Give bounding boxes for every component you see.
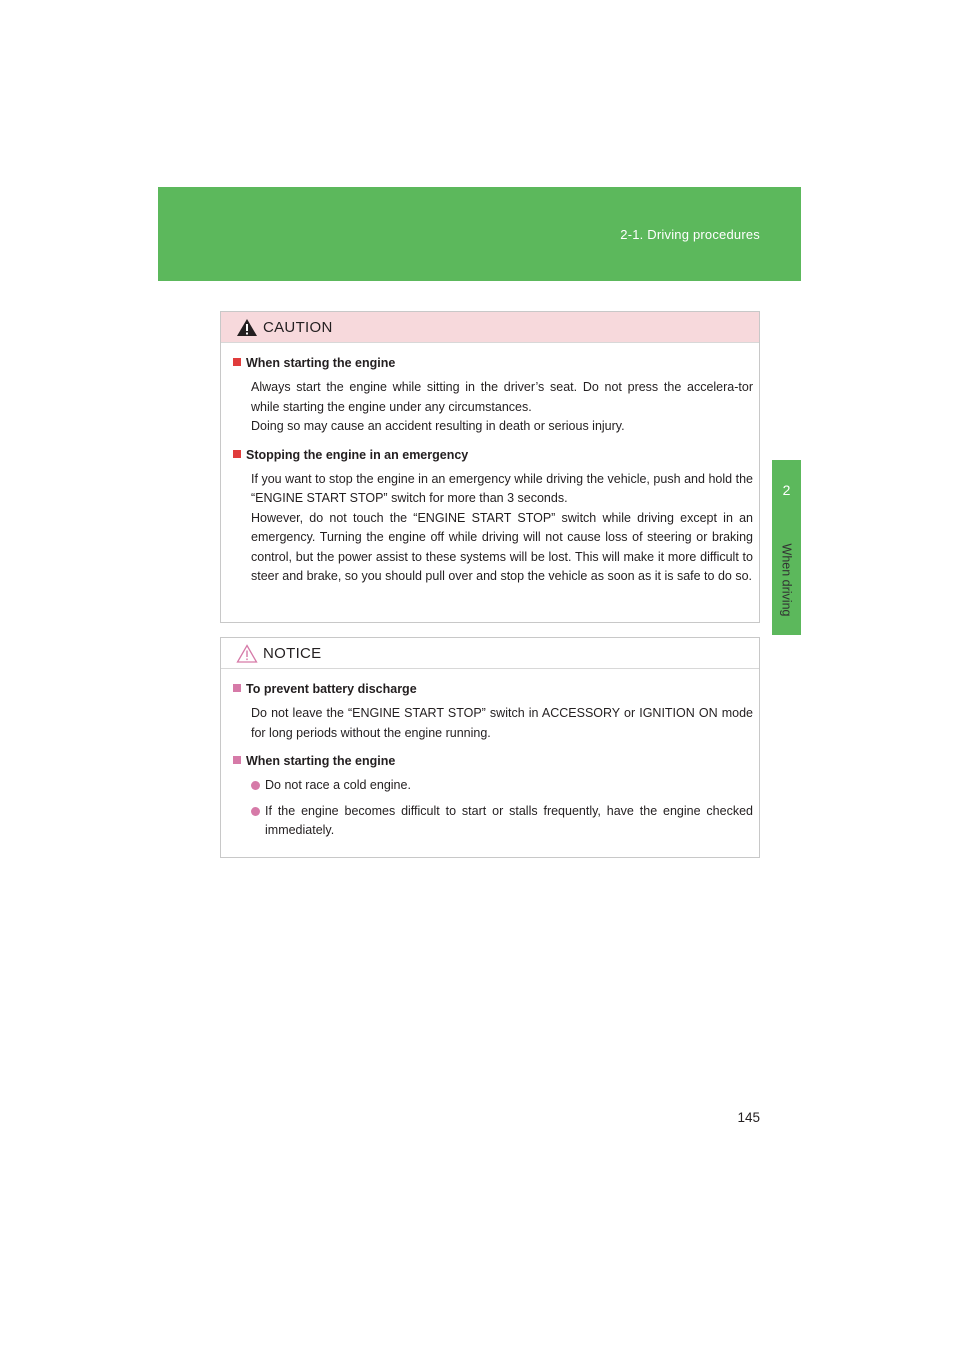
- warning-triangle-filled-icon: [236, 318, 258, 337]
- warning-triangle-outline-icon: [236, 644, 258, 663]
- notice-box: [220, 637, 760, 858]
- square-bullet-icon: [233, 358, 241, 366]
- chapter-number: 2: [782, 482, 791, 498]
- notice-section-heading: When starting the engine: [233, 753, 753, 770]
- caution-paragraph: Always start the engine while sitting in the driver’s seat. Do not press the accelera-tor while starting the engine under any circumstances. Doing so may cause an accident resulting in death or serious injury.: [251, 380, 753, 433]
- caution-box: [220, 311, 760, 623]
- notice-header: [221, 638, 759, 669]
- list-item: Do not race a cold engine.: [251, 776, 753, 796]
- caution-paragraph: If you want to stop the engine in an emergency while driving the vehicle, push and hold the “ENGINE START STOP” switch for more than 3 seconds. However, do not touch the “ENGINE START STOP” switch while driving except in an emergency. Turning the engine off while driving will not cause loss of steering or braking control, but the power assist to these systems will be lost. This will make it more difficult to steer and brake, so you should pull over and stop the vehicle as soon as it is safe to do so.: [251, 471, 753, 583]
- caution-section-heading: When starting the engine: [233, 355, 753, 372]
- round-bullet-icon: [251, 781, 260, 790]
- page-number: 145: [737, 1110, 760, 1125]
- chapter-label: [772, 530, 801, 630]
- header-band: [158, 187, 801, 281]
- notice-title: NOTICE: [263, 645, 322, 662]
- caution-header: [221, 312, 759, 343]
- caution-section-heading: Stopping the engine in an emergency: [233, 447, 753, 464]
- round-bullet-icon: [251, 807, 260, 816]
- square-bullet-icon: [233, 450, 241, 458]
- notice-section-heading: To prevent battery discharge: [233, 681, 753, 698]
- chapter-label-text: When driving: [779, 543, 794, 617]
- list-item: If the engine becomes difficult to start or stalls frequently, have the engine checked immediately.: [251, 802, 753, 841]
- notice-paragraph: Do not leave the “ENGINE START STOP” switch in ACCESSORY or IGNITION ON mode for long periods without the engine running.: [251, 706, 753, 740]
- caution-title: CAUTION: [263, 319, 333, 336]
- square-bullet-icon: [233, 684, 241, 692]
- square-bullet-icon: [233, 756, 241, 764]
- section-title: 2-1. Driving procedures: [620, 227, 760, 242]
